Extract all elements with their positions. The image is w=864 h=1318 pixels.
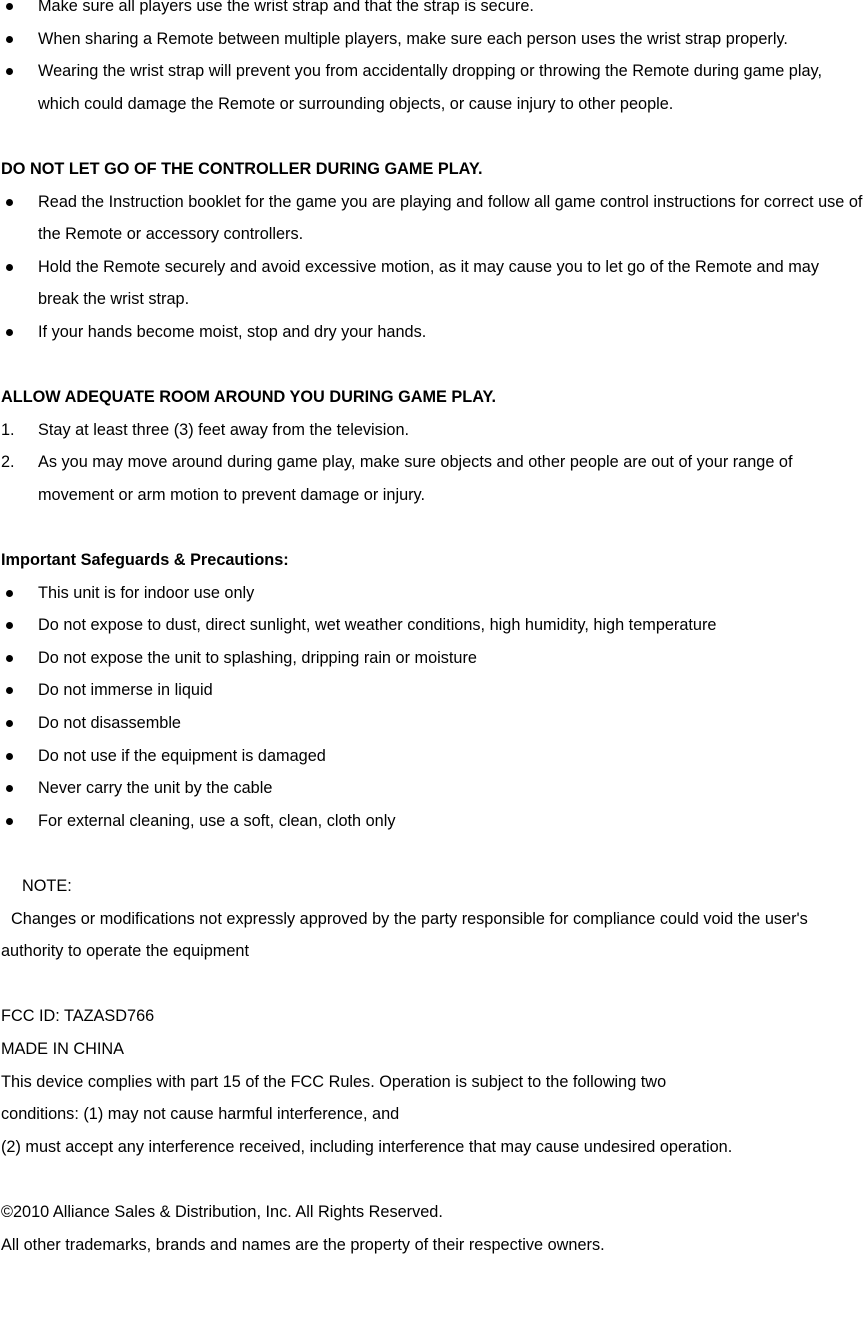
list-item: 2. As you may move around during game play, make sure objects and other people are out of your range of movement or arm motion to prevent damage or injury. (0, 446, 864, 511)
controller-list (0, 186, 864, 349)
step-number: 1. (1, 420, 15, 439)
list-item: Hold the Remote securely and avoid excessive motion, as it may cause you to let go of the Remote and may break the wrist strap. (0, 251, 864, 316)
room-heading: ALLOW ADEQUATE ROOM AROUND YOU DURING GAME PLAY. (1, 388, 497, 407)
fcc-statement-line-3: (2) must accept any interference received, including interference that may cause undesired operation. (1, 1137, 733, 1156)
spacer (0, 837, 864, 870)
list-item: Do not immerse in liquid (0, 674, 864, 707)
list-item: This unit is for indoor use only (0, 577, 864, 610)
wrist-strap-list (0, 0, 864, 120)
step-number: 2. (1, 453, 15, 472)
list-item: If your hands become moist, stop and dry your hands. (0, 316, 864, 349)
room-list (0, 414, 864, 512)
bullet-icon (6, 622, 13, 629)
bullet-icon (6, 753, 13, 760)
note-label: NOTE: (22, 877, 72, 896)
bullet-icon (6, 329, 13, 336)
fcc-id: FCC ID: TAZASD766 (1, 1007, 155, 1026)
spacer (0, 120, 864, 153)
controller-heading: DO NOT LET GO OF THE CONTROLLER DURING GAME PLAY. (1, 159, 483, 178)
bullet-icon (6, 264, 13, 271)
list-item: Wearing the wrist strap will prevent you from accidentally dropping or throwing the Remote during game play, which could damage the Remote or surrounding objects, or cause injury to other people. (0, 55, 864, 120)
bullet-icon (6, 68, 13, 75)
trademarks-notice: All other trademarks, brands and names are the property of their respective owners. (1, 1235, 605, 1254)
list-item: Do not use if the equipment is damaged (0, 740, 864, 773)
list-item: Make sure all players use the wrist strap and that the strap is secure. (0, 0, 864, 23)
spacer (0, 349, 864, 382)
fcc-statement-line-1: This device complies with part 15 of the FCC Rules. Operation is subject to the following two (1, 1072, 667, 1091)
list-item: Do not expose to dust, direct sunlight, wet weather conditions, high humidity, high temperature (0, 609, 864, 642)
safeguards-list (0, 577, 864, 838)
bullet-icon (6, 590, 13, 597)
copyright: ©2010 Alliance Sales & Distribution, Inc. All Rights Reserved. (1, 1202, 443, 1221)
bullet-icon (6, 687, 13, 694)
country-of-origin: MADE IN CHINA (1, 1040, 125, 1058)
bullet-icon (6, 818, 13, 825)
bullet-icon (6, 655, 13, 662)
bullet-icon (6, 785, 13, 792)
bullet-icon (6, 199, 13, 206)
spacer (0, 968, 864, 1001)
list-item: Do not disassemble (0, 707, 864, 740)
bullet-icon (6, 3, 13, 10)
list-item: Read the Instruction booklet for the game you are playing and follow all game control instructions for correct use of the Remote or accessory controllers. (0, 186, 864, 251)
spacer (0, 1163, 864, 1196)
safeguards-heading: Important Safeguards & Precautions: (1, 551, 289, 570)
list-item: When sharing a Remote between multiple players, make sure each person uses the wrist strap properly. (0, 23, 864, 56)
list-item: 1. Stay at least three (3) feet away from the television. (0, 414, 864, 447)
spacer (0, 512, 864, 545)
list-item: Do not expose the unit to splashing, dripping rain or moisture (0, 642, 864, 675)
list-item: For external cleaning, use a soft, clean, cloth only (0, 805, 864, 838)
fcc-statement-line-2: conditions: (1) may not cause harmful interference, and (1, 1105, 400, 1124)
bullet-icon (6, 720, 13, 727)
list-item: Never carry the unit by the cable (0, 772, 864, 805)
bullet-icon (6, 36, 13, 43)
note-text: Changes or modifications not expressly approved by the party responsible for compliance could void the user's authority to operate the equipment (1, 909, 808, 961)
